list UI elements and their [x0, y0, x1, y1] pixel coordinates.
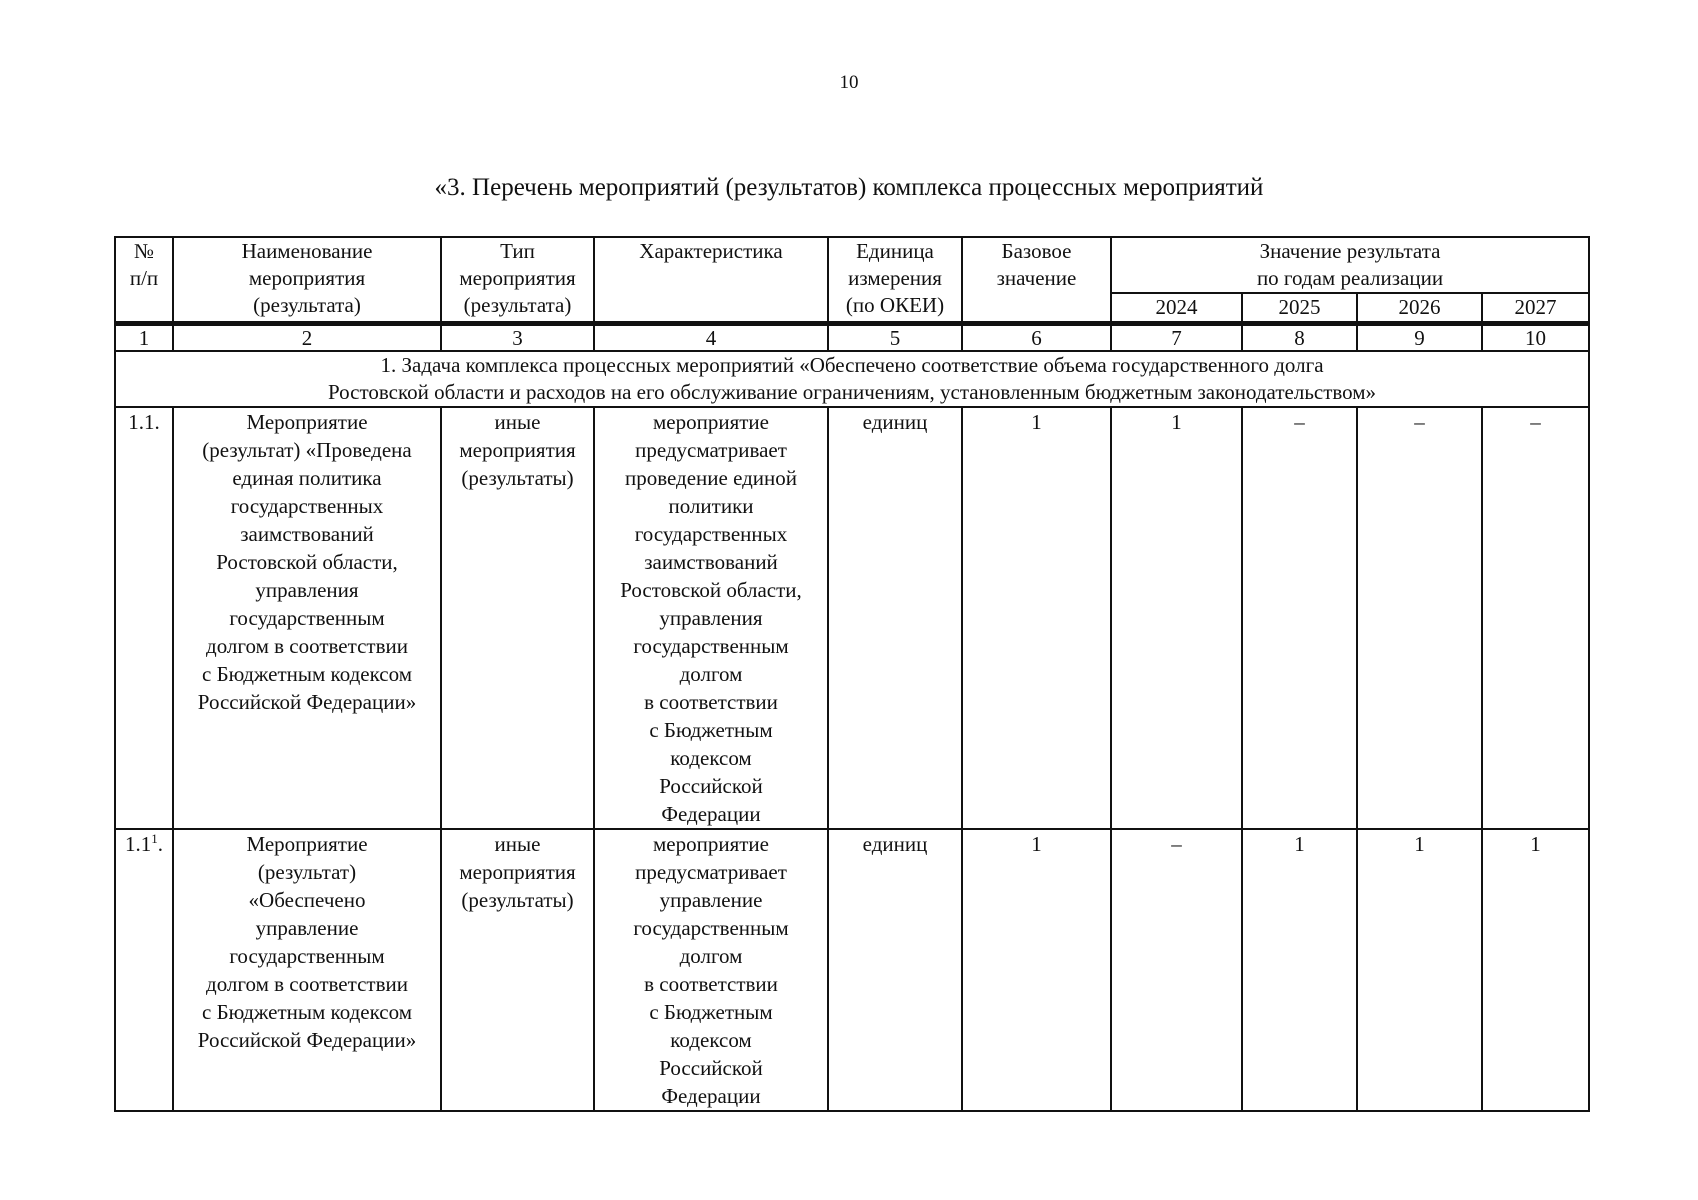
page-title: «3. Перечень мероприятий (результатов) комплекса процессных мероприятий [434, 174, 1264, 201]
value-2025: – [1242, 407, 1357, 829]
column-number: 5 [828, 324, 962, 352]
task-row [115, 351, 1589, 407]
row-number-suffix: . [157, 832, 163, 856]
base-value: 1 [962, 829, 1111, 1111]
row-number: 1.1. [115, 407, 173, 829]
value-2025: 1 [1242, 829, 1357, 1111]
measure-name: Мероприятие (результат) «Проведена единая политика государственных заимствований Ростовской области, управления государственным долгом в соответствии с Бюджетным кодексом Российской Федерации» [173, 407, 441, 829]
column-number: 10 [1482, 324, 1589, 352]
header-number: № п/п [115, 237, 173, 324]
header-row [115, 237, 1589, 293]
column-number: 8 [1242, 324, 1357, 352]
column-number: 1 [115, 324, 173, 352]
header-base-value: Базовое значение [962, 237, 1111, 324]
row-number-superscript: 1 [151, 831, 158, 846]
measure-unit: единиц [828, 407, 962, 829]
column-number: 4 [594, 324, 828, 352]
measure-type: иные мероприятия (результаты) [441, 407, 594, 829]
measure-name: Мероприятие (результат) «Обеспечено управление государственным долгом в соответствии с Бюджетным кодексом Российской Федерации» [173, 829, 441, 1111]
column-number: 2 [173, 324, 441, 352]
table-row [115, 829, 1589, 1111]
header-name: Наименование мероприятия (результата) [173, 237, 441, 324]
base-value: 1 [962, 407, 1111, 829]
measure-unit: единиц [828, 829, 962, 1111]
column-number: 9 [1357, 324, 1482, 352]
header-year: 2027 [1482, 293, 1589, 324]
column-number: 3 [441, 324, 594, 352]
value-2026: – [1357, 407, 1482, 829]
value-2026: 1 [1357, 829, 1482, 1111]
value-2024: – [1111, 829, 1242, 1111]
column-number: 6 [962, 324, 1111, 352]
header-values-by-year: Значение результата по годам реализации [1111, 237, 1589, 293]
value-2027: 1 [1482, 829, 1589, 1111]
header-year: 2024 [1111, 293, 1242, 324]
column-number: 7 [1111, 324, 1242, 352]
value-2027: – [1482, 407, 1589, 829]
value-2024: 1 [1111, 407, 1242, 829]
measure-characteristic: мероприятие предусматривает проведение единой политики государственных заимствований Ростовской области, управления государственным долгом в соответствии с Бюджетным кодексом Российской Федерации [594, 407, 828, 829]
header-characteristic: Характеристика [594, 237, 828, 324]
measure-type: иные мероприятия (результаты) [441, 829, 594, 1111]
task-title: 1. Задача комплекса процессных мероприятий «Обеспечено соответствие объема государственного долга Ростовской области и расходов на его обслуживание ограничениям, установленным бюджетным законодательством» [115, 351, 1589, 407]
page-number: 10 [839, 72, 859, 93]
column-numbers-row [115, 324, 1589, 352]
header-year: 2025 [1242, 293, 1357, 324]
header-year: 2026 [1357, 293, 1482, 324]
header-type: Тип мероприятия (результата) [441, 237, 594, 324]
row-number [115, 829, 173, 1111]
measure-characteristic: мероприятие предусматривает управление государственным долгом в соответствии с Бюджетным кодексом Российской Федерации [594, 829, 828, 1111]
header-unit: Единица измерения (по ОКЕИ) [828, 237, 962, 324]
table-row [115, 407, 1589, 829]
row-number-main: 1.1 [125, 832, 152, 856]
measures-table [114, 236, 1590, 1112]
